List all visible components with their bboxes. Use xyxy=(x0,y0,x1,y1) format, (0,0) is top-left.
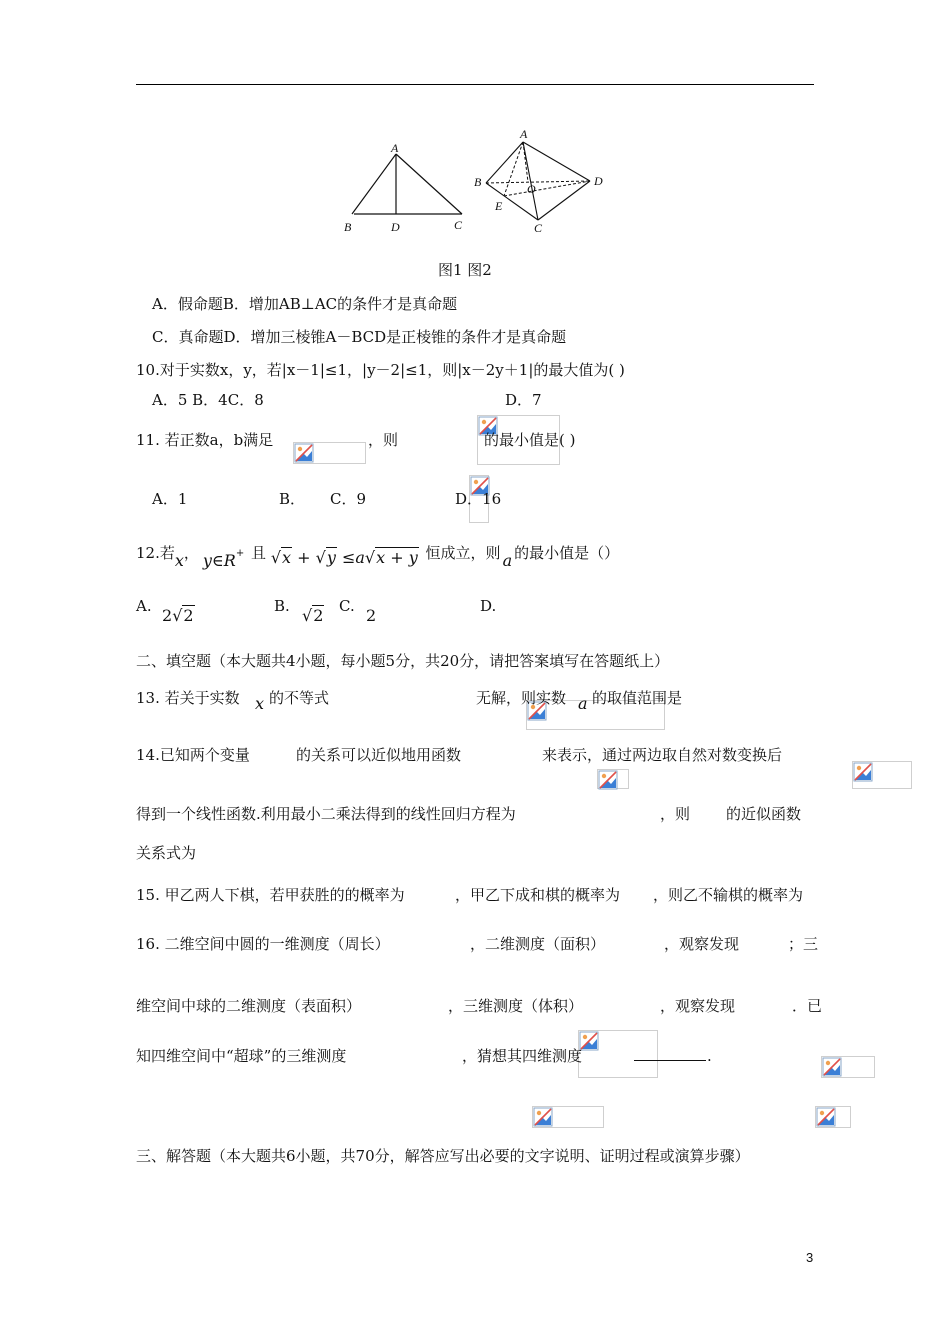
q16-text-a: 16. 二维空间中圆的一维测度（周长） xyxy=(136,935,390,953)
label-c: C xyxy=(534,221,543,235)
q12-option-b-value: √2 xyxy=(302,606,324,625)
page-number: 3 xyxy=(806,1250,814,1265)
q14-text-e: ，则 xyxy=(660,805,691,823)
q16-text-e: 维空间中球的二维测度（表面积） xyxy=(136,997,362,1015)
q12-option-a-value: 2√2 xyxy=(162,606,194,625)
q16-text-h: ．已 xyxy=(792,997,823,1015)
q9-options-line1: A．假命题B．增加AB⊥AC的条件才是真命题 xyxy=(152,295,458,313)
figure-2-tetrahedron xyxy=(470,126,610,238)
q12-option-d: D. xyxy=(480,597,497,615)
label-a: A xyxy=(520,127,528,141)
header-rule xyxy=(136,84,814,85)
q13-text-c: 无解，则实数 xyxy=(476,689,567,707)
section-3-heading: 三、解答题（本大题共6小题，共70分，解答应写出必要的文字说明、证明过程或演算步骤） xyxy=(136,1147,750,1165)
q13-text-a: 13. 若关于实数 xyxy=(136,689,240,707)
q16-hypersphere-4d-image xyxy=(815,1106,851,1128)
broken-image-icon xyxy=(533,1107,553,1127)
q14-text-b: 的关系可以近似地用函数 xyxy=(296,746,462,764)
q16-hypersphere-3d-image xyxy=(532,1106,604,1128)
broken-image-icon xyxy=(598,770,618,790)
q12-inequality: √x + √y ≤a√x + y xyxy=(270,548,418,567)
q11-stem-a: 11. 若正数a，b满足 xyxy=(136,431,274,449)
q12-var-a: a xyxy=(502,551,513,570)
q12-le-a: ≤a xyxy=(341,548,365,567)
label-c: C xyxy=(454,218,463,232)
q16-text-g: ，观察发现 xyxy=(660,997,736,1015)
q15-text-b: ，甲乙下成和棋的概率为 xyxy=(455,886,621,904)
broken-image-icon xyxy=(816,1107,836,1127)
label-b: B xyxy=(474,175,482,189)
q12-plus: + xyxy=(297,548,311,567)
q12-option-a: A. xyxy=(136,597,152,615)
q11-option-a: A．1 xyxy=(152,490,188,508)
label-d: D xyxy=(594,174,603,188)
q12-option-b: B. xyxy=(274,597,290,615)
broken-image-icon xyxy=(822,1057,842,1077)
q15-text-a: 15. 甲乙两人下棋，若甲获胜的的概率为 xyxy=(136,886,405,904)
q14-text-f: 的近似函数 xyxy=(726,805,802,823)
q13-var-x: x xyxy=(255,694,265,713)
q16-text-b: ，二维测度（面积） xyxy=(470,935,606,953)
q16-answer-blank[interactable] xyxy=(634,1060,706,1061)
q16-text-f: ，三维测度（体积） xyxy=(448,997,584,1015)
q12-option-c-value: 2 xyxy=(366,606,377,625)
q16-text-c: ，观察发现 xyxy=(664,935,740,953)
q14-variables-image xyxy=(597,769,629,789)
q12-suffix: 恒成立，则 xyxy=(425,544,501,562)
q12-option-a-radicand: 2 xyxy=(183,606,194,625)
q16-derivative-3d-image xyxy=(821,1056,875,1078)
q12-sqrt-y: y xyxy=(326,548,336,567)
q16-volume-image xyxy=(578,1030,658,1078)
section-2-heading: 二、填空题（本大题共4小题，每小题5分，共20分，请把答案填写在答题纸上） xyxy=(136,652,670,670)
broken-image-icon xyxy=(853,762,873,782)
q12-var-x: x xyxy=(174,551,184,570)
q11-condition-image xyxy=(293,442,366,464)
q12-y-in-r: y∈R xyxy=(202,551,236,570)
label-a: A xyxy=(391,141,399,155)
broken-image-icon xyxy=(294,443,314,463)
q14-text-d: 得到一个线性函数.利用最小二乘法得到的线性回归方程为 xyxy=(136,805,516,823)
q11-option-b: B． xyxy=(279,490,306,508)
q12-comma: ， xyxy=(183,544,199,562)
q14-text-c: 来表示，通过两边取自然对数变换后 xyxy=(542,746,783,764)
q14-function-image xyxy=(852,761,912,789)
label-e: E xyxy=(495,199,503,213)
q13-text-d: 的取值范围是 xyxy=(592,689,683,707)
q12-and: 且 xyxy=(251,544,267,562)
q10-options-abc: A．5 B．4C．8 xyxy=(152,391,264,409)
q12-option-a-coef: 2 xyxy=(162,606,173,625)
label-d: D xyxy=(391,220,400,234)
q13-text-b: 的不等式 xyxy=(269,689,330,707)
q12-prefix: 12.若 xyxy=(136,544,175,562)
q11-stem-b: ，则 xyxy=(368,431,399,449)
q12-option-c: C. xyxy=(339,597,355,615)
q16-text-d: ；三 xyxy=(788,935,819,953)
q11-option-c: C．9 xyxy=(330,490,367,508)
q12-sqrt-x: x xyxy=(282,548,292,567)
q10-option-d: D．7 xyxy=(505,391,542,409)
label-o: O xyxy=(527,182,536,196)
q14-text-a: 14.已知两个变量 xyxy=(136,746,250,764)
q16-text-j: ，猜想其四维测度 xyxy=(462,1047,583,1065)
q16-text-k: . xyxy=(707,1047,712,1065)
q12-plus-sup: + xyxy=(235,548,245,559)
q11-option-d: D．16 xyxy=(455,490,502,508)
label-b: B xyxy=(344,220,352,234)
q12-line xyxy=(136,540,620,570)
figure-caption: 图1 图2 xyxy=(438,261,492,279)
q11-stem-c: 的最小值是( ) xyxy=(484,431,576,449)
figure-1-triangle xyxy=(340,140,470,236)
q9-options-line2: C．真命题D．增加三棱锥A－BCD是正棱锥的条件才是真命题 xyxy=(152,328,567,346)
q13-var-a: a xyxy=(578,694,588,713)
q14-text-g: 关系式为 xyxy=(136,844,197,862)
q12-tail: 的最小值是（） xyxy=(514,544,620,562)
q15-text-c: ，则乙不输棋的概率为 xyxy=(653,886,804,904)
q10-stem: 10.对于实数x，y，若|x－1|≤1，|y－2|≤1，则|x－2y＋1|的最大值为( ) xyxy=(136,361,625,379)
q12-option-b-radicand: 2 xyxy=(313,606,324,625)
q16-text-i: 知四维空间中“超球”的三维测度 xyxy=(136,1047,347,1065)
q12-sqrt-xy: x + y xyxy=(376,548,418,567)
